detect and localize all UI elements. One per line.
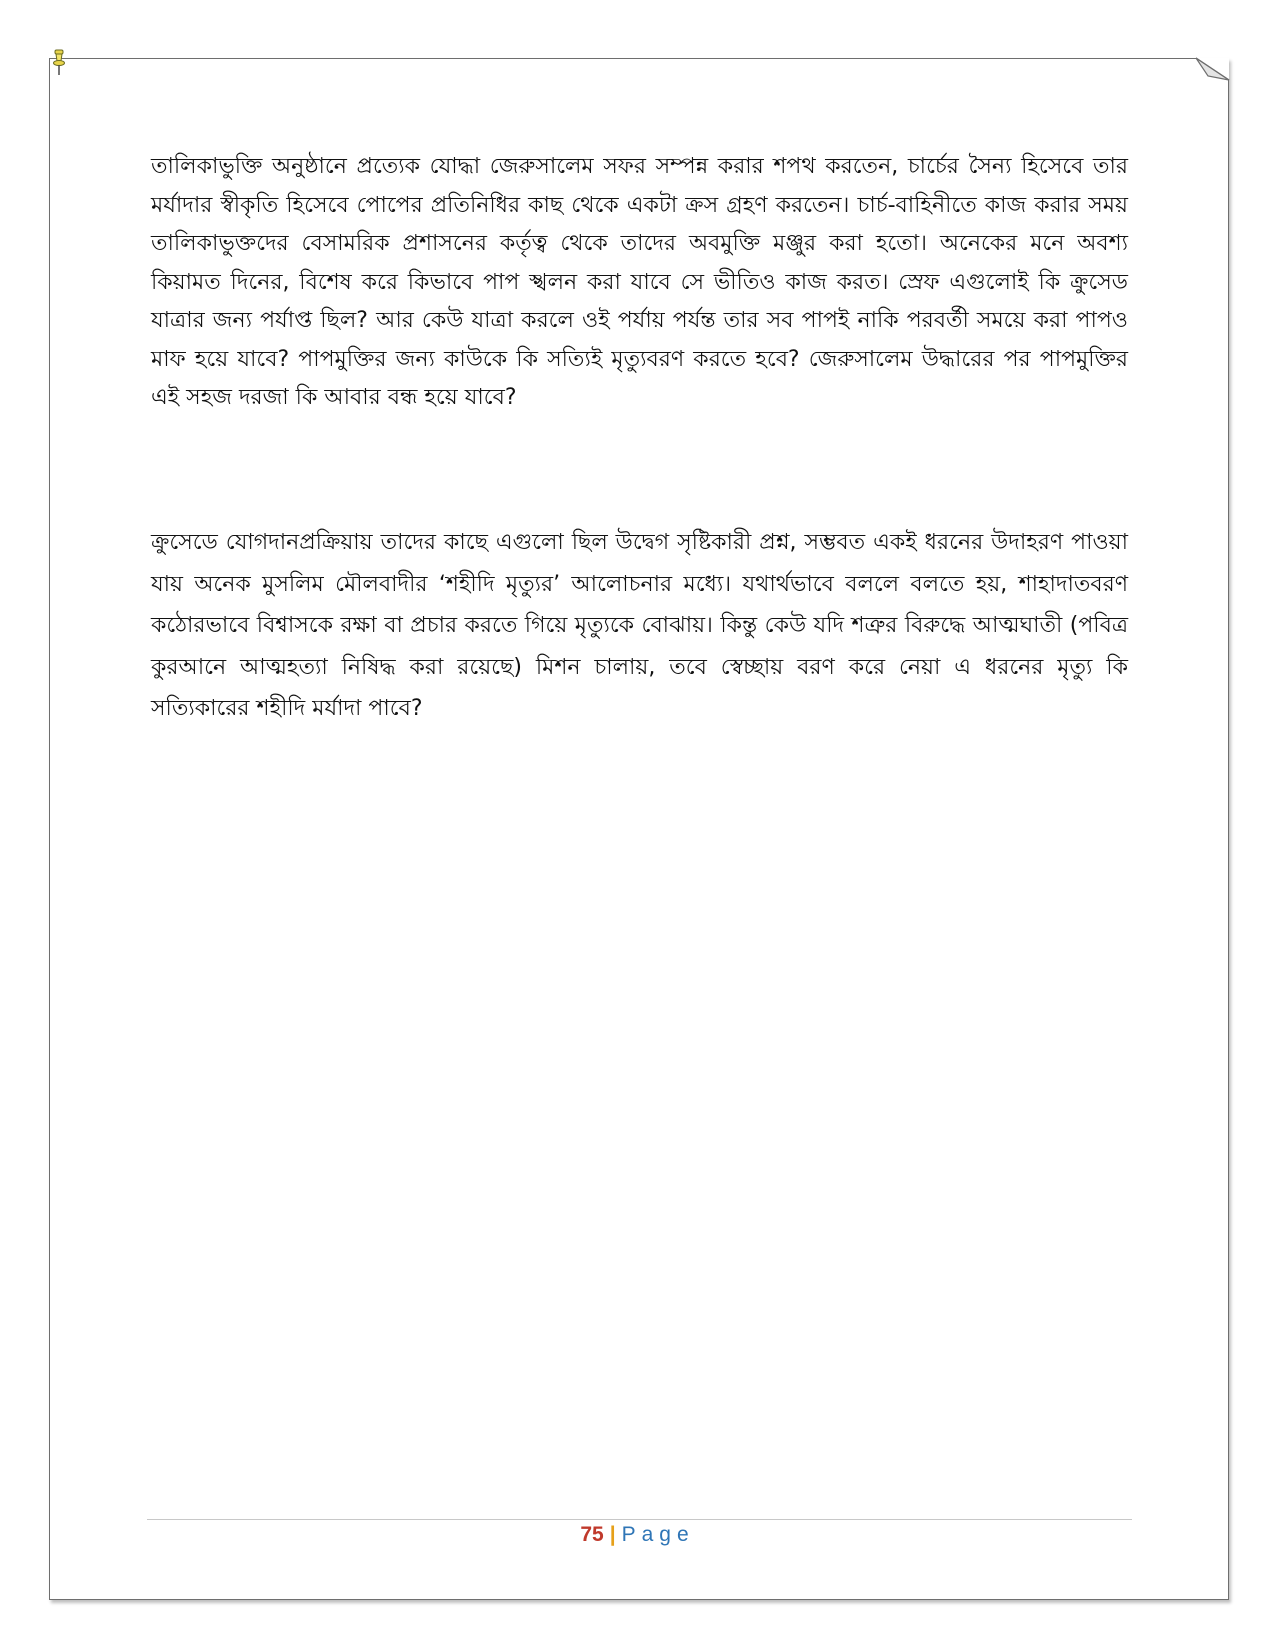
page-curl-icon <box>1196 56 1232 80</box>
push-pin-icon <box>51 48 67 78</box>
page-footer <box>0 1523 1275 1547</box>
body-paragraph-2: ক্রুসেডে যোগদানপ্রক্রিয়ায় তাদের কাছে এগুলো ছিল উদ্বেগ সৃষ্টিকারী প্রশ্ন, সম্ভবত একই ধরনের উদাহরণ পাওয়া যায় অনেক মুসলিম মৌলবাদীর ‘শহীদি মৃত্যুর’ আলোচনার মধ্যে। যথার্থভাবে বললে বলতে হয়, শাহাদাতবরণ কঠোরভাবে বিশ্বাসকে রক্ষা বা প্রচার করতে গিয়ে মৃত্যুকে বোঝায়। কিন্তু কেউ যদি শত্রুর বিরুদ্ধে আত্মঘাতী (পবিত্র কুরআনে আত্মহত্যা নিষিদ্ধ করা রয়েছে) মিশন চালায়, তবে স্বেচ্ছায় বরণ করে নেয়া এ ধরনের মৃত্যু কি সত্যিকারের শহীদি মর্যাদা পাবে? <box>151 530 1128 721</box>
page-label: Page <box>621 1523 695 1546</box>
body-paragraph-1: তালিকাভুক্তি অনুষ্ঠানে প্রত্যেক যোদ্ধা জেরুসালেম সফর সম্পন্ন করার শপথ করতেন, চার্চের সৈন্য হিসেবে তার মর্যাদার স্বীকৃতি হিসেবে পোপের প্রতিনিধির কাছ থেকে একটা ক্রস গ্রহণ করতেন। চার্চ-বাহিনীতে কাজ করার সময় তালিকাভুক্তদের বেসামরিক প্রশাসনের কর্তৃত্ব থেকে তাদের অবমুক্তি মঞ্জুর করা হতো। অনেকের মনে অবশ্য কিয়ামত দিনের, বিশেষ করে কিভাবে পাপ স্খলন করা যাবে সে ভীতিও কাজ করত। স্রেফ এগুলোই কি ক্রুসেড যাত্রার জন্য পর্যাপ্ত ছিল? আর কেউ যাত্রা করলে ওই পর্যায় পর্যন্ত তার সব পাপই নাকি পরবর্তী সময়ে করা পাপও মাফ হয়ে যাবে? পাপমুক্তির জন্য কাউকে কি সত্যিই মৃত্যুবরণ করতে হবে? জেরুসালেম উদ্ধারের পর পাপমুক্তির এই সহজ দরজা কি আবার বন্ধ হয়ে যাবে? <box>151 154 1128 410</box>
footer-divider <box>147 1519 1132 1520</box>
footer-separator: | <box>609 1523 616 1546</box>
page-number: 75 <box>580 1523 604 1546</box>
